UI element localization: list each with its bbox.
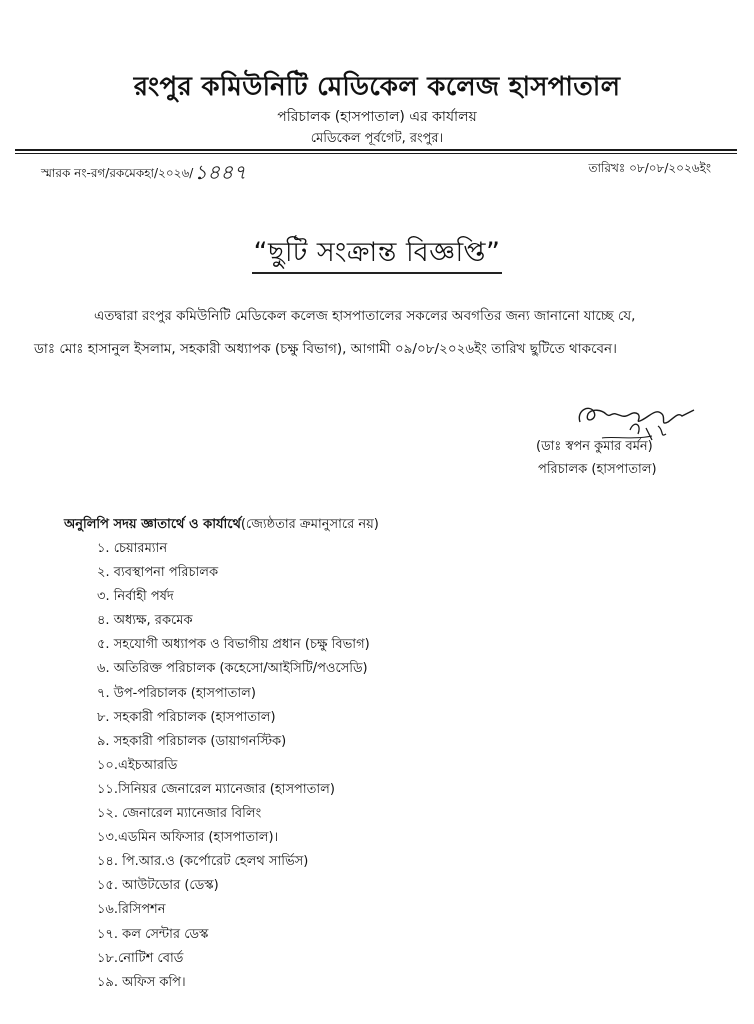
list-item: ৮. সহকারী পরিচালক (হাসপাতাল) — [97, 709, 276, 725]
memo-handwritten-number: ১৪৪৭ — [194, 160, 247, 184]
notice-body — [34, 300, 719, 366]
copy-heading — [64, 515, 379, 536]
list-item: ১১.সিনিয়র জেনারেল ম্যানেজার (হাসপাতাল) — [97, 781, 335, 797]
office-name: পরিচালক (হাসপাতাল) এর কার্যালয় — [277, 109, 477, 125]
header-divider — [15, 149, 737, 151]
list-item: ৩. নির্বাহী পর্ষদ — [97, 589, 174, 605]
notice-title-text: “ছুটি সংক্রান্ত বিজ্ঞপ্তি” — [252, 237, 503, 274]
list-item: ১৩.এডমিন অফিসার (হাসপাতাল)। — [97, 830, 279, 846]
issue-date: তারিখঃ ০৮/০৮/২০২৬ইং — [588, 161, 711, 175]
notice-line-2: ডাঃ মোঃ হাসানুল ইসলাম, সহকারী অধ্যাপক (চক্ষু বিভাগ), আগামী ০৯/০৮/২০২৬ইং তারিখ ছুটিতে থাকবেন। — [34, 341, 617, 357]
notice-title — [0, 232, 754, 277]
list-item: ১০.এইচআরডি — [97, 757, 178, 773]
list-item: ৬. অতিরিক্ত পরিচালক (কহেসো/আইসিটি/পওসেডি) — [97, 661, 368, 677]
list-item: ৪. অধ্যক্ষ, রকমেক — [97, 613, 193, 629]
list-item: ২. ব্যবস্থাপনা পরিচালক — [97, 565, 219, 581]
list-item: ১. চেয়ারম্যান — [97, 541, 168, 556]
copy-heading-note: (জ্যেষ্ঠতার ক্রমানুসারে নয়) — [240, 517, 379, 532]
office-address: মেডিকেল পূর্বগেট, রংপুর। — [310, 131, 444, 146]
memo-number — [41, 158, 246, 191]
institution-name: রংপুর কমিউনিটি মেডিকেল কলেজ হাসপাতাল — [133, 72, 621, 102]
list-item: ১৮.নোটিশ বোর্ড — [97, 950, 184, 966]
list-item: ১৯. অফিস কপি। — [97, 974, 186, 990]
header-divider-thin — [15, 153, 737, 154]
memo-prefix: স্মারক নং-রগ/রকমেকহা/২০২৬/ — [41, 166, 194, 180]
list-item: ১৫. আউটডোর (ডেস্ক) — [97, 878, 219, 894]
copy-heading-text: অনুলিপি সদয় জ্ঞাতার্থে ও কার্যার্থে — [64, 517, 241, 532]
copy-recipient-list — [97, 537, 370, 995]
signatory-title: পরিচালক (হাসপাতাল) — [538, 462, 657, 477]
list-item: ১৭. কল সেন্টার ডেস্ক — [97, 926, 209, 942]
list-item: ৯. সহকারী পরিচালক (ডায়াগনস্টিক) — [97, 733, 287, 749]
list-item: ১৪. পি.আর.ও (কর্পোরেট হেলথ সার্ভিস) — [97, 854, 309, 870]
list-item: ১৬.রিসিপশন — [97, 902, 166, 918]
list-item: ৫. সহযোগী অধ্যাপক ও বিভাগীয় প্রধান (চক্ষু বিভাগ) — [97, 637, 370, 653]
list-item: ৭. উপ-পরিচালক (হাসপাতাল) — [97, 685, 256, 701]
signatory-name: (ডাঃ স্বপন কুমার বর্মন) — [536, 439, 653, 454]
notice-line-1: এতদ্বারা রংপুর কমিউনিটি মেডিকেল কলেজ হাসপাতালের সকলের অবগতির জন্য জানানো যাচ্ছে যে, — [94, 308, 636, 324]
list-item: ১২. জেনারেল ম্যানেজার বিলিং — [97, 806, 262, 822]
